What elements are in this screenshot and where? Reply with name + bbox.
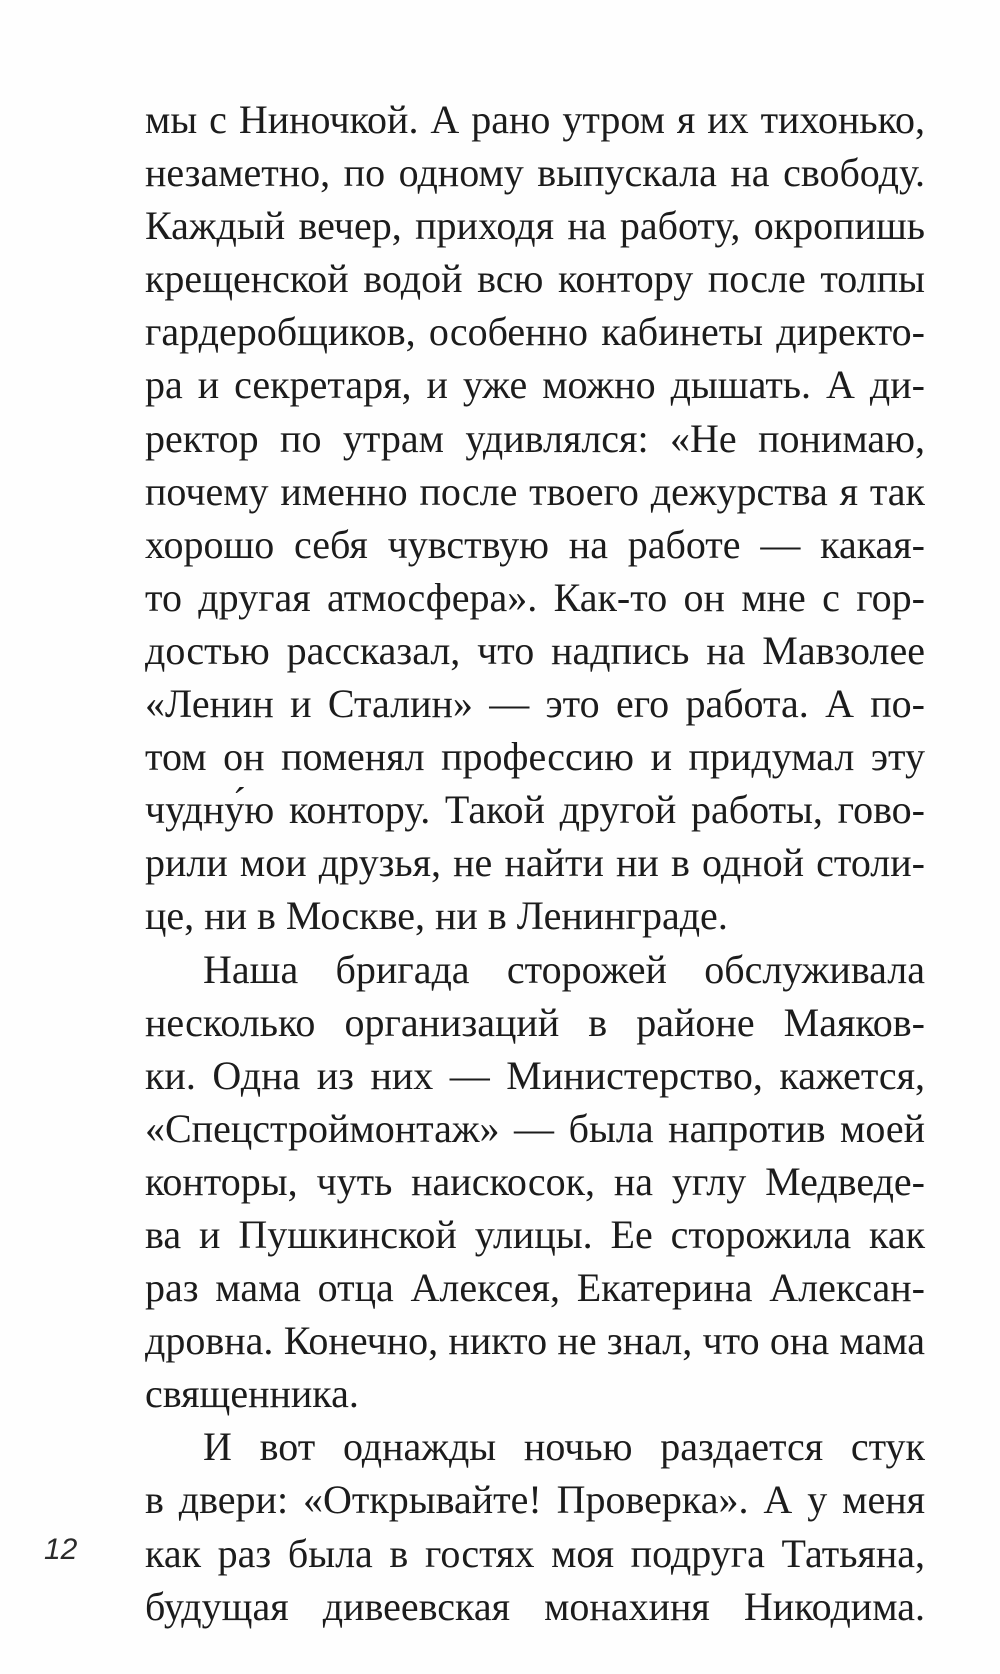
text-line: хорошо себя чувствую на работе — какая- <box>145 521 925 567</box>
text-line: мы с Ниночкой. А рано утром я их тихонько, <box>145 97 925 142</box>
text-line: рили мои друзья, не найти ни в одной столи- <box>145 840 925 886</box>
text-line: раз мама отца Алексея, Екатерина Алексан- <box>145 1265 925 1311</box>
text-line: ректор по утрам удивлялся: «Не понимаю, <box>145 415 925 461</box>
paragraph-first-line: И вот однажды ночью раздается стук <box>203 1424 925 1470</box>
text-line: ки. Одна из них — Министерство, кажется, <box>145 1052 925 1098</box>
text-line: крещенской водой всю контору после толпы <box>145 256 925 302</box>
text-line: «Спецстроймонтаж» — была напротив моей <box>145 1105 925 1151</box>
text-line: дровна. Конечно, никто не знал, что она мама <box>145 1318 925 1364</box>
text-line: то другая атмосфера». Как-то он мне с гор- <box>145 574 925 620</box>
text-line: почему именно после твоего дежурства я так <box>145 468 925 514</box>
text-line: ва и Пушкинской улицы. Ее сторожила как <box>145 1211 925 1257</box>
text-line: незаметно, по одному выпускала на свободу. <box>145 150 925 196</box>
text-line: том он поменял профессию и придумал эту <box>145 734 925 780</box>
text-line: в двери: «Открывайте! Проверка». А у меня <box>145 1477 925 1523</box>
text-line: чудну́ю контору. Такой другой работы, гово- <box>145 787 925 833</box>
text-line: достью рассказал, что надпись на Мавзолее <box>145 627 925 673</box>
body-text <box>145 93 925 1633</box>
page-number: 12 <box>44 1533 78 1566</box>
text-line: несколько организаций в районе Маяков- <box>145 999 925 1045</box>
paragraph-first-line: Наша бригада сторожей обслуживала <box>203 946 925 992</box>
text-line: це, ни в Москве, ни в Ленинграде. <box>145 893 728 939</box>
text-line: гардеробщиков, особенно кабинеты директо- <box>145 309 925 355</box>
text-line: «Ленин и Сталин» — это его работа. А по- <box>145 681 925 727</box>
text-line: конторы, чуть наискосок, на углу Медведе- <box>145 1158 925 1204</box>
text-line: священника. <box>145 1371 359 1417</box>
text-line: будущая дивеевская монахиня Никодима. <box>145 1583 925 1629</box>
text-line: как раз была в гостях моя подруга Татьяна, <box>145 1530 925 1576</box>
text-line: ра и секретаря, и уже можно дышать. А ди- <box>145 362 925 408</box>
text-line: Каждый вечер, приходя на работу, окропишь <box>145 203 925 249</box>
